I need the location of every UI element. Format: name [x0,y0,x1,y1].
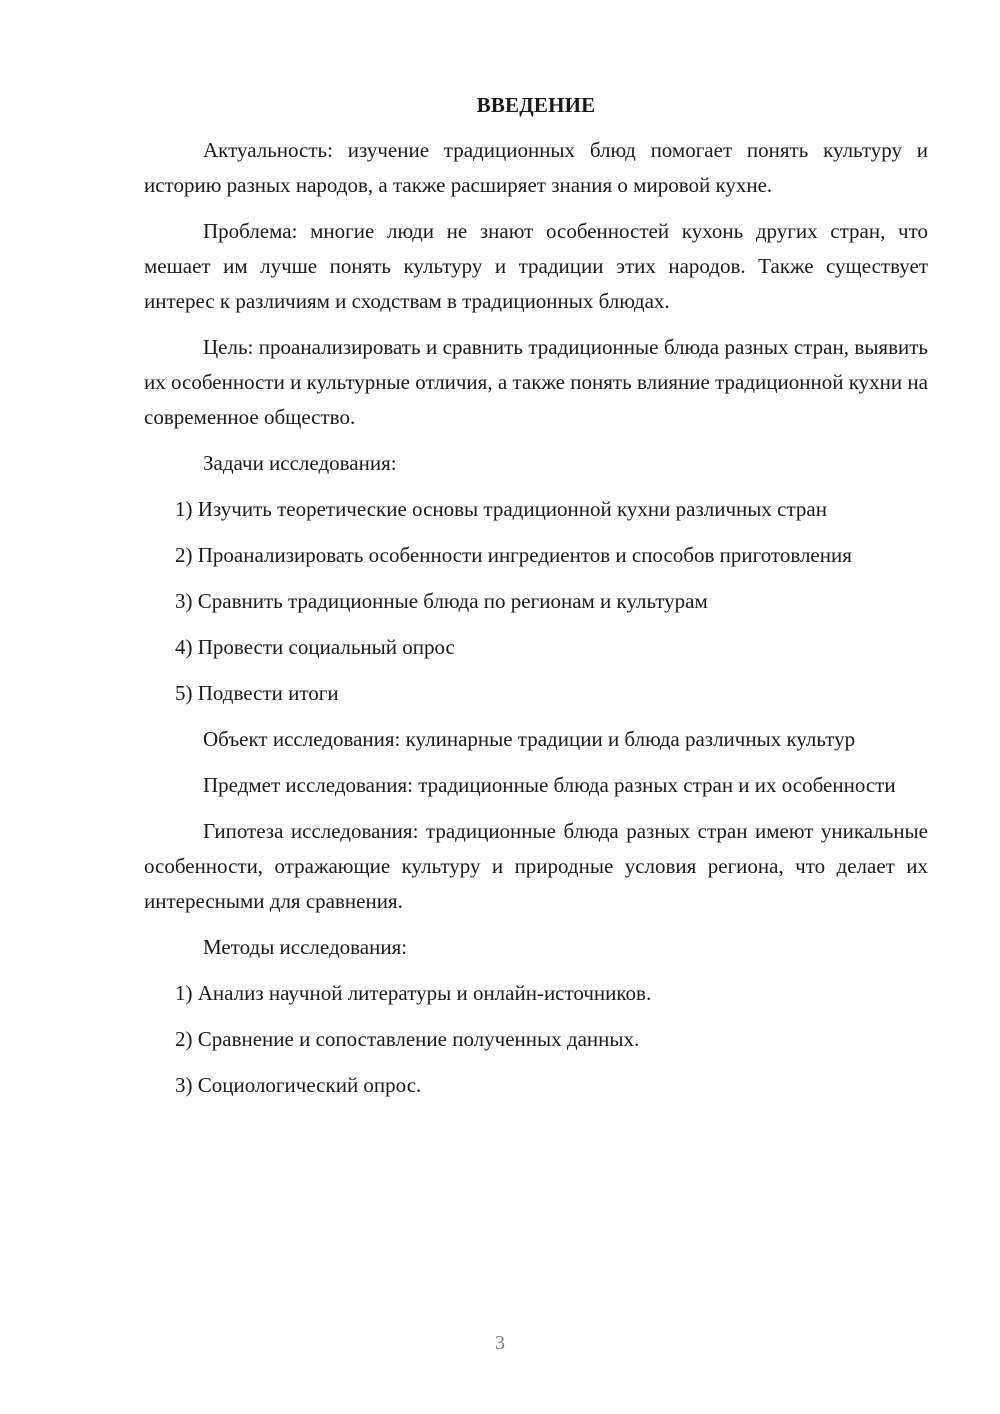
document-page [144,88,928,1114]
method-item: 2) Сравнение и сопоставление полученных данных. [175,1027,640,1051]
task-item: 3) Сравнить традиционные блюда по регионам и культурам [175,589,708,613]
method-item: 3) Социологический опрос. [175,1073,422,1097]
method-item: 1) Анализ научной литературы и онлайн-источников. [175,981,652,1005]
tasks-title: Задачи исследования: [203,451,397,475]
object-paragraph: Объект исследования: кулинарные традиции и блюда различных культур [203,727,856,751]
problem-paragraph: Проблема: многие люди не знают особенностей кухонь других стран, что мешает им лучше понять культуру и традиции этих народов. Также существует интерес к различиям и сходствам в традиционных блюдах. [144,219,928,313]
task-item: 5) Подвести итоги [175,681,339,705]
subject-paragraph: Предмет исследования: традиционные блюда разных стран и их особенности [203,773,896,797]
task-item: 1) Изучить теоретические основы традиционной кухни различных стран [175,497,827,521]
relevance-paragraph: Актуальность: изучение традиционных блюд помогает понять культуру и историю разных народов, а также расширяет знания о мировой кухне. [144,138,928,197]
hypothesis-paragraph: Гипотеза исследования: традиционные блюда разных стран имеют уникальные особенности, отражающие культуру и природные условия региона, что делает их интересными для сравнения. [144,819,928,913]
page-number: 3 [495,1332,505,1354]
task-item: 2) Проанализировать особенности ингредиентов и способов приготовления [175,543,852,567]
task-item: 4) Провести социальный опрос [175,635,455,659]
methods-title: Методы исследования: [203,935,408,959]
page-heading: ВВЕДЕНИЕ [476,93,596,117]
goal-paragraph: Цель: проанализировать и сравнить традиционные блюда разных стран, выявить их особенности и культурные отличия, а также понять влияние традиционной кухни на современное общество. [144,335,928,429]
